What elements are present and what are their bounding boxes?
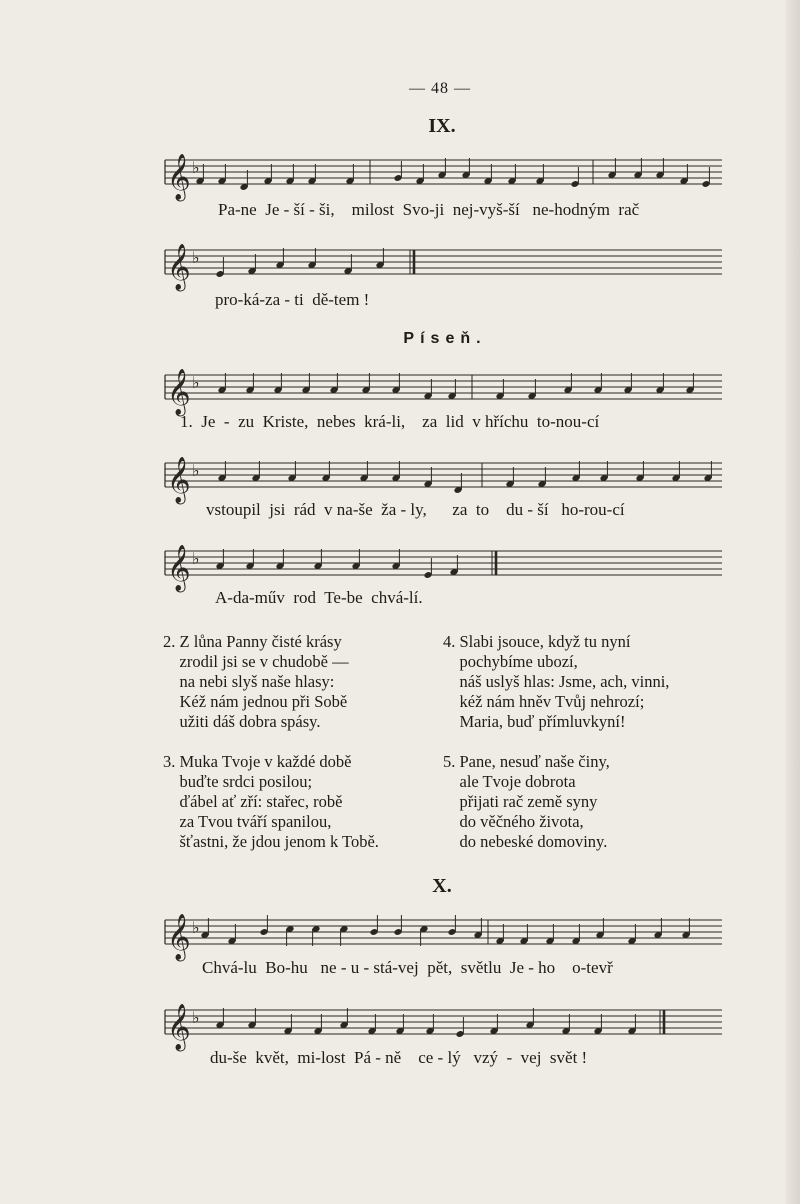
verse-5: 5. Pane, nesuď naše činy, ale Tvoje dobrota přijati rač země syny do věčného života, do nebeské domoviny. — [443, 752, 610, 851]
music-staff — [0, 152, 800, 202]
music-staff — [0, 912, 800, 962]
lyrics-line: du-še květ, mi-lost Pá - ně ce - lý vzý - vej svět ! — [210, 1048, 588, 1067]
hymn-number-x: X. — [432, 875, 452, 897]
lyrics-line: pro-ká-za - ti dě-tem ! — [215, 290, 370, 309]
verse-3: 3. Muka Tvoje v každé době buďte srdci posilou; ďábel ať zří: stařec, robě za Tvou tváří spanilou, šťastni, že jdou jenom k Tobě. — [163, 752, 379, 851]
svg-text:♭: ♭ — [192, 373, 200, 392]
lyrics-line: Chvá-lu Bo-hu ne - u - stá-vej pět, světlu Je - ho o-tevř — [202, 958, 613, 977]
svg-text:♭: ♭ — [192, 918, 200, 937]
music-staff — [0, 1002, 800, 1052]
music-staff — [0, 367, 800, 417]
svg-text:𝄞: 𝄞 — [167, 457, 191, 503]
svg-text:♭: ♭ — [192, 461, 200, 480]
svg-text:♭: ♭ — [192, 248, 200, 267]
song-title: Píseň. — [403, 330, 487, 347]
svg-text:𝄞: 𝄞 — [167, 154, 191, 200]
music-staff — [0, 455, 800, 505]
lyrics-line: vstoupil jsi rád v na-še ža - ly, za to du - ší ho-rou-cí — [206, 500, 625, 519]
verse-2: 2. Z lůna Panny čisté krásy zrodil jsi se v chudobě — na nebi slyš naše hlasy: Kéž nám jednou při Sobě užiti dáš dobra spásy. — [163, 632, 349, 731]
svg-text:♭: ♭ — [192, 158, 200, 177]
music-staff — [0, 543, 800, 593]
music-staff — [0, 242, 800, 292]
page-number: — 48 — — [409, 80, 471, 97]
svg-text:𝄞: 𝄞 — [167, 369, 191, 415]
lyrics-line: Pa-ne Je - ší - ši, milost Svo-ji nej-vyš-ší ne-hodným rač — [218, 200, 640, 219]
lyrics-line: 1. Je - zu Kriste, nebes krá-li, za lid v hříchu to-nou-cí — [180, 412, 600, 431]
verse-4: 4. Slabi jsouce, když tu nyní pochybíme ubozí, náš uslyš hlas: Jsme, ach, vinni, kéž nám hněv Tvůj nehrozí; Maria, buď přímluvkyní! — [443, 632, 670, 731]
lyrics-line: A-da-műv rod Te-be chvá-lí. — [215, 588, 423, 607]
hymn-number-ix: IX. — [428, 115, 456, 137]
svg-text:𝄞: 𝄞 — [167, 545, 191, 591]
svg-text:♭: ♭ — [192, 1008, 200, 1027]
svg-text:𝄞: 𝄞 — [167, 244, 191, 290]
svg-text:♭: ♭ — [192, 549, 200, 568]
svg-text:𝄞: 𝄞 — [167, 914, 191, 960]
svg-text:𝄞: 𝄞 — [167, 1004, 191, 1050]
